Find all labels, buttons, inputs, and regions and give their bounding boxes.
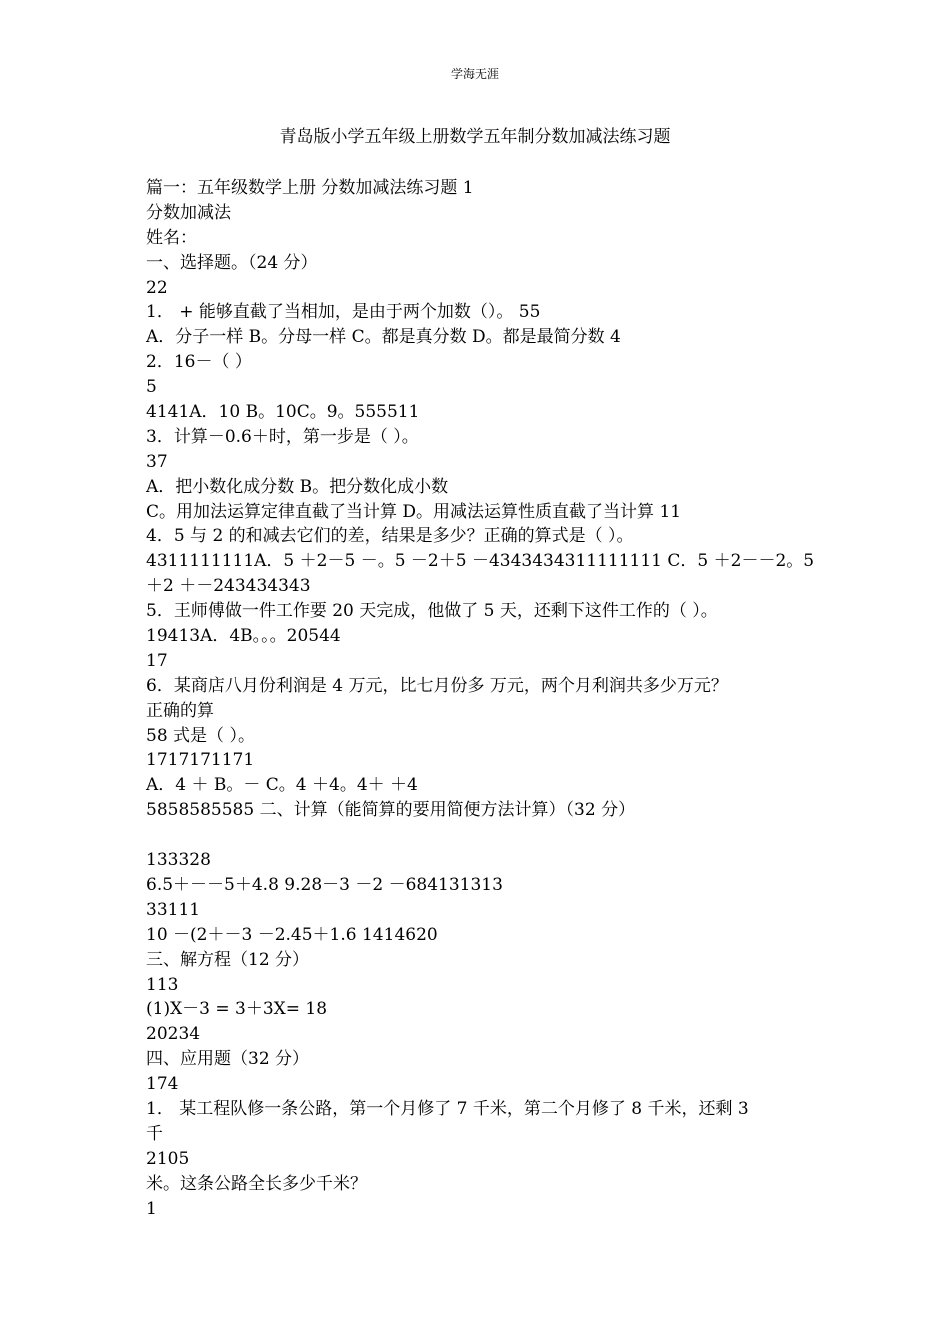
text-line: 1: [146, 1198, 157, 1219]
text-line: 6.5＋－－5＋4.8 9.28－3 －2 －684131313: [146, 874, 503, 895]
text-line: 1． + 能够直截了当相加，是由于两个加数（）。 55: [146, 302, 541, 323]
text-line: 58 式是（ ）。: [146, 725, 255, 746]
text-line: 正确的算: [146, 700, 214, 721]
text-line: (1)X－3 = 3＋3X= 18: [146, 999, 328, 1020]
text-line: 20234: [146, 1024, 201, 1045]
text-line: 113: [146, 974, 179, 995]
text-line: 37: [146, 451, 168, 472]
text-line: 2105: [146, 1148, 190, 1169]
text-line: 4141A．10 B。10C。9。555511: [146, 402, 420, 423]
text-line: 4311111111A．5 ＋2－5 －。5 －2＋5 －4343434311111111 C．5 ＋2－－2。5: [146, 551, 815, 572]
text-line: 17: [146, 650, 168, 671]
text-line: 5: [146, 377, 157, 398]
text-line: 三、解方程（12 分）: [146, 949, 310, 970]
text-line: 174: [146, 1074, 179, 1095]
text-line: 米。这条公路全长多少千米？: [146, 1173, 367, 1194]
document-title: 青岛版小学五年级上册数学五年制分数加减法练习题: [279, 127, 671, 147]
text-line: 姓名：: [146, 227, 197, 248]
text-line: 2．16－（ ）: [146, 352, 252, 373]
text-line: 3．计算－0.6＋时，第一步是（ ）。: [146, 426, 419, 447]
page-header: 学海无涯: [450, 67, 499, 81]
text-line: 四、应用题（32 分）: [146, 1049, 310, 1070]
text-line: 33111: [146, 899, 201, 920]
text-line: 19413A．4B。。。20544: [146, 626, 341, 647]
text-line: 22: [146, 277, 168, 298]
text-line: A．4 ＋ B。－ C。4 ＋4。4＋ ＋4: [146, 775, 418, 796]
text-line: 篇一：五年级数学上册 分数加减法练习题 1: [146, 178, 474, 198]
text-line: A．分子一样 B。分母一样 C。都是真分数 D。都是最简分数 4: [146, 327, 621, 348]
text-line: 5．王师傅做一件工作要 20 天完成，他做了 5 天，还剩下这件工作的（ ）。: [146, 601, 718, 622]
text-line: 分数加减法: [146, 202, 231, 223]
blank-line: [146, 823, 812, 848]
text-line: 1717171171: [146, 750, 255, 771]
text-line: 1． 某工程队修一条公路，第一个月修了 7 千米，第二个月修了 8 千米，还剩 3: [146, 1098, 749, 1119]
text-line: 4．5 与 2 的和减去它们的差，结果是多少？正确的算式是（ ）。: [146, 526, 634, 547]
text-line: 千: [146, 1123, 163, 1144]
document-body: [146, 176, 815, 1221]
text-line: 5858585585 二、计算（能简算的要用简便方法计算）（32 分）: [146, 800, 636, 821]
text-line: 一、选择题。（24 分）: [146, 252, 318, 273]
text-line: 6．某商店八月份利润是 4 万元，比七月份多 万元，两个月利润共多少万元？: [146, 675, 728, 696]
text-line: C。用加法运算定律直截了当计算 D。用减法运算性质直截了当计算 11: [146, 501, 682, 522]
text-line: ＋2 ＋－243434343: [146, 576, 311, 597]
text-line: 10 －(2＋－3 －2.45＋1.6 1414620: [146, 924, 438, 945]
text-line: A．把小数化成分数 B。把分数化成小数: [146, 476, 449, 497]
text-line: 133328: [146, 850, 211, 871]
